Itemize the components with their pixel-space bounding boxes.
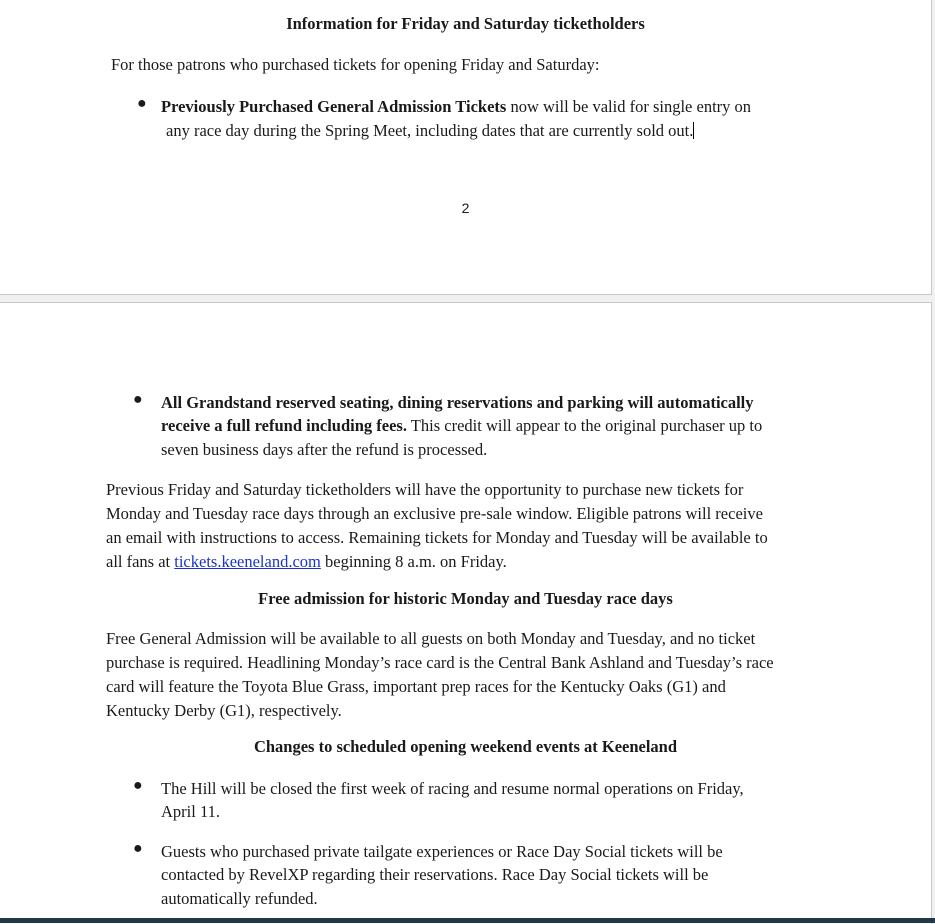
bullet-ga-tickets-rest: now will be valid for single entry on [506,97,752,116]
bullet-hill-line1: The Hill will be closed the first week of racing and resume normal operations on Friday, [161,779,744,798]
bullet-refund-bold-line1: All Grandstand reserved seating, dining reservations and parking will automatically [161,393,754,412]
bullet-ga-tickets-line2[interactable] [166,119,694,143]
presale-paragraph-line3: an email with instructions to access. Remaining tickets for Monday and Tuesday will be available to [106,528,768,547]
free-paragraph-line4: Kentucky Derby (G1), respectively. [106,701,342,720]
text-cursor [693,122,694,139]
document-page-top [0,0,932,295]
presale-line4-prefix: all fans at [106,552,175,571]
free-paragraph-line1: Free General Admission will be available to all guests on both Monday and Tuesday, and no ticket [106,629,756,648]
free-paragraph-line3: card will feature the Toyota Blue Grass, important prep races for the Kentucky Oaks (G1) and [106,677,726,696]
document-page-bottom [0,302,932,924]
page-number: 2 [461,200,470,216]
window-bottom-edge [0,918,935,923]
tickets-link[interactable]: tickets.keeneland.com [174,552,321,571]
bullet-dot: ● [133,777,143,794]
section-heading-friday-saturday: Information for Friday and Saturday ticketholders [286,14,645,33]
presale-paragraph-line4 [106,550,507,574]
bullet-dot: ● [133,840,143,857]
bullet-dot: ● [133,391,143,408]
presale-paragraph-line2: Monday and Tuesday race days through an exclusive pre-sale window. Eligible patrons will receive [106,504,763,523]
bullet-refund-line3: seven business days after the refund is processed. [161,440,488,459]
section-heading-free-admission: Free admission for historic Monday and Tuesday race days [258,589,673,608]
free-paragraph-line2: purchase is required. Headlining Monday’s race card is the Central Bank Ashland and Tuesday’s race [106,653,774,672]
presale-line4-suffix: beginning 8 a.m. on Friday. [320,552,507,571]
bullet-ga-tickets-line1 [161,95,751,119]
bullet-refund-line2 [161,414,762,438]
bullet-dot: ● [137,95,147,112]
bullet-refund-bold-line2: receive a full refund including fees. [161,416,407,435]
presale-paragraph-line1: Previous Friday and Saturday ticketholders will have the opportunity to purchase new tickets for [106,480,744,499]
intro-paragraph: For those patrons who purchased tickets for opening Friday and Saturday: [111,55,600,74]
bullet-tailgate-line3: automatically refunded. [161,889,318,908]
bullet-hill-line2: April 11. [161,802,220,821]
bullet-tailgate-line1: Guests who purchased private tailgate experiences or Race Day Social tickets will be [161,842,723,861]
bullet-tailgate-line2: contacted by RevelXP regarding their reservations. Race Day Social tickets will be [161,865,709,884]
bullet-ga-tickets-bold: Previously Purchased General Admission Tickets [161,97,507,116]
bullet-ga-tickets-line2-text: any race day during the Spring Meet, including dates that are currently sold out. [166,121,694,140]
section-heading-changes: Changes to scheduled opening weekend events at Keeneland [253,737,678,756]
bullet-refund-rest: This credit will appear to the original purchaser up to [406,416,763,435]
bullet-refund-line1 [161,391,754,415]
